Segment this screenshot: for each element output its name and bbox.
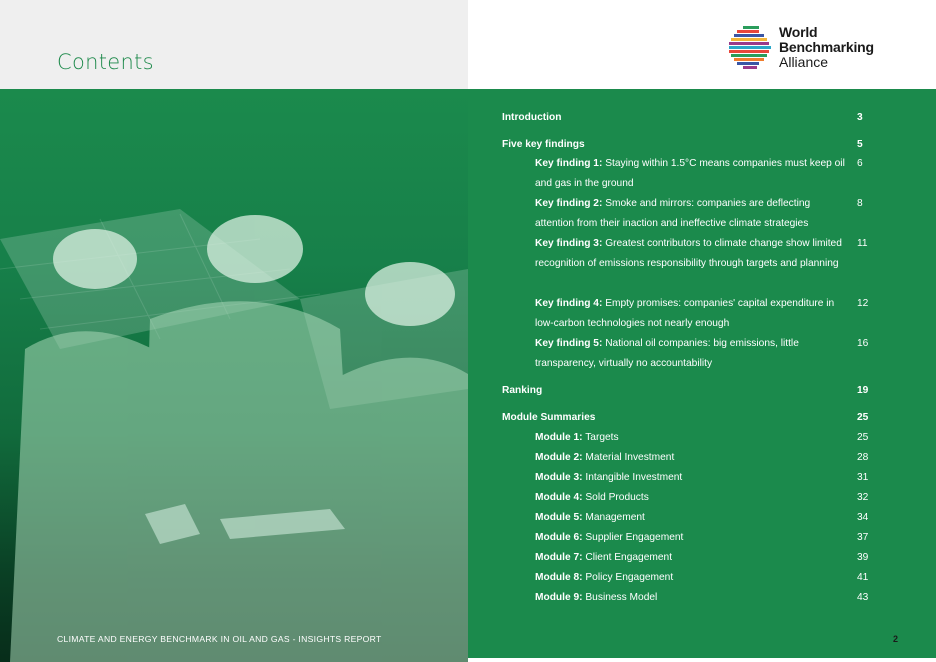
world-benchmarking-alliance-logo [729,24,889,74]
globe-logo-icon [729,24,775,72]
toc-page: 32 [857,492,869,503]
toc-lead: Module 6: [535,532,583,543]
toc-lead: Module 4: [535,492,583,503]
logo-line-alliance: Alliance [779,54,829,70]
toc-lead: Key finding 2: [535,198,603,209]
logo-line-world: World [779,24,818,40]
toc-page: 31 [857,472,869,483]
toc-label: Policy Engagement [585,572,674,583]
toc-label: Material Investment [585,452,675,463]
toc-lead: Module 1: [535,432,583,443]
toc-page: 41 [857,572,869,583]
toc-label: Ranking [502,385,543,396]
toc-label: Intangible Investment [585,472,683,483]
toc-label: Management [585,512,645,523]
toc-label: Client Engagement [585,552,673,563]
toc-page: 11 [857,238,868,249]
toc-page: 43 [857,592,869,603]
toc-label: Smoke and mirrors: companies are deflecting attention from their inaction and ineffective climate strategies [535,198,811,229]
report-title-footer: CLIMATE AND ENERGY BENCHMARK IN OIL AND GAS - INSIGHTS REPORT [57,634,382,644]
left-header-band [0,0,468,89]
toc-label: Greatest contributors to climate change show limited recognition of emissions responsibility through targets and planning [535,238,842,269]
toc-lead: Key finding 4: [535,298,603,309]
toc-page: 25 [857,412,869,423]
toc-page: 19 [857,385,869,396]
toc-label: Sold Products [585,492,649,503]
toc-page: 5 [857,139,863,150]
toc-page: 6 [857,158,863,169]
toc-page: 12 [857,298,869,309]
toc-label: Supplier Engagement [585,532,684,543]
toc-page: 34 [857,512,869,523]
toc-label: Staying within 1.5°C means companies must keep oil and gas in the ground [535,158,845,189]
toc-label: National oil companies: big emissions, little transparency, virtually no accountability [535,338,799,369]
toc-page: 37 [857,532,869,543]
toc-label: Targets [585,432,619,443]
logo-line-benchmarking: Benchmarking [779,39,874,55]
toc-label: Five key findings [502,139,585,150]
page-number: 2 [893,634,899,644]
page-title: Contents [57,50,154,74]
toc-label: Business Model [585,592,658,603]
toc-page: 28 [857,452,869,463]
toc-label: Introduction [502,112,562,123]
cover-photo [0,89,468,662]
toc-lead: Module 2: [535,452,583,463]
toc-page: 3 [857,112,863,123]
toc-label: Module Summaries [502,412,596,423]
toc-lead: Module 3: [535,472,583,483]
toc-lead: Module 8: [535,572,583,583]
toc-lead: Module 5: [535,512,583,523]
toc-lead: Key finding 5: [535,338,603,349]
toc-page: 25 [857,432,869,443]
toc-lead: Key finding 1: [535,158,603,169]
toc-label: Empty promises: companies' capital expenditure in low-carbon technologies not nearly enough [535,298,835,329]
toc-lead: Module 9: [535,592,583,603]
toc-page: 16 [857,338,869,349]
toc-lead: Key finding 3: [535,238,603,249]
toc-page: 8 [857,198,863,209]
toc-lead: Module 7: [535,552,583,563]
toc-page: 39 [857,552,869,563]
